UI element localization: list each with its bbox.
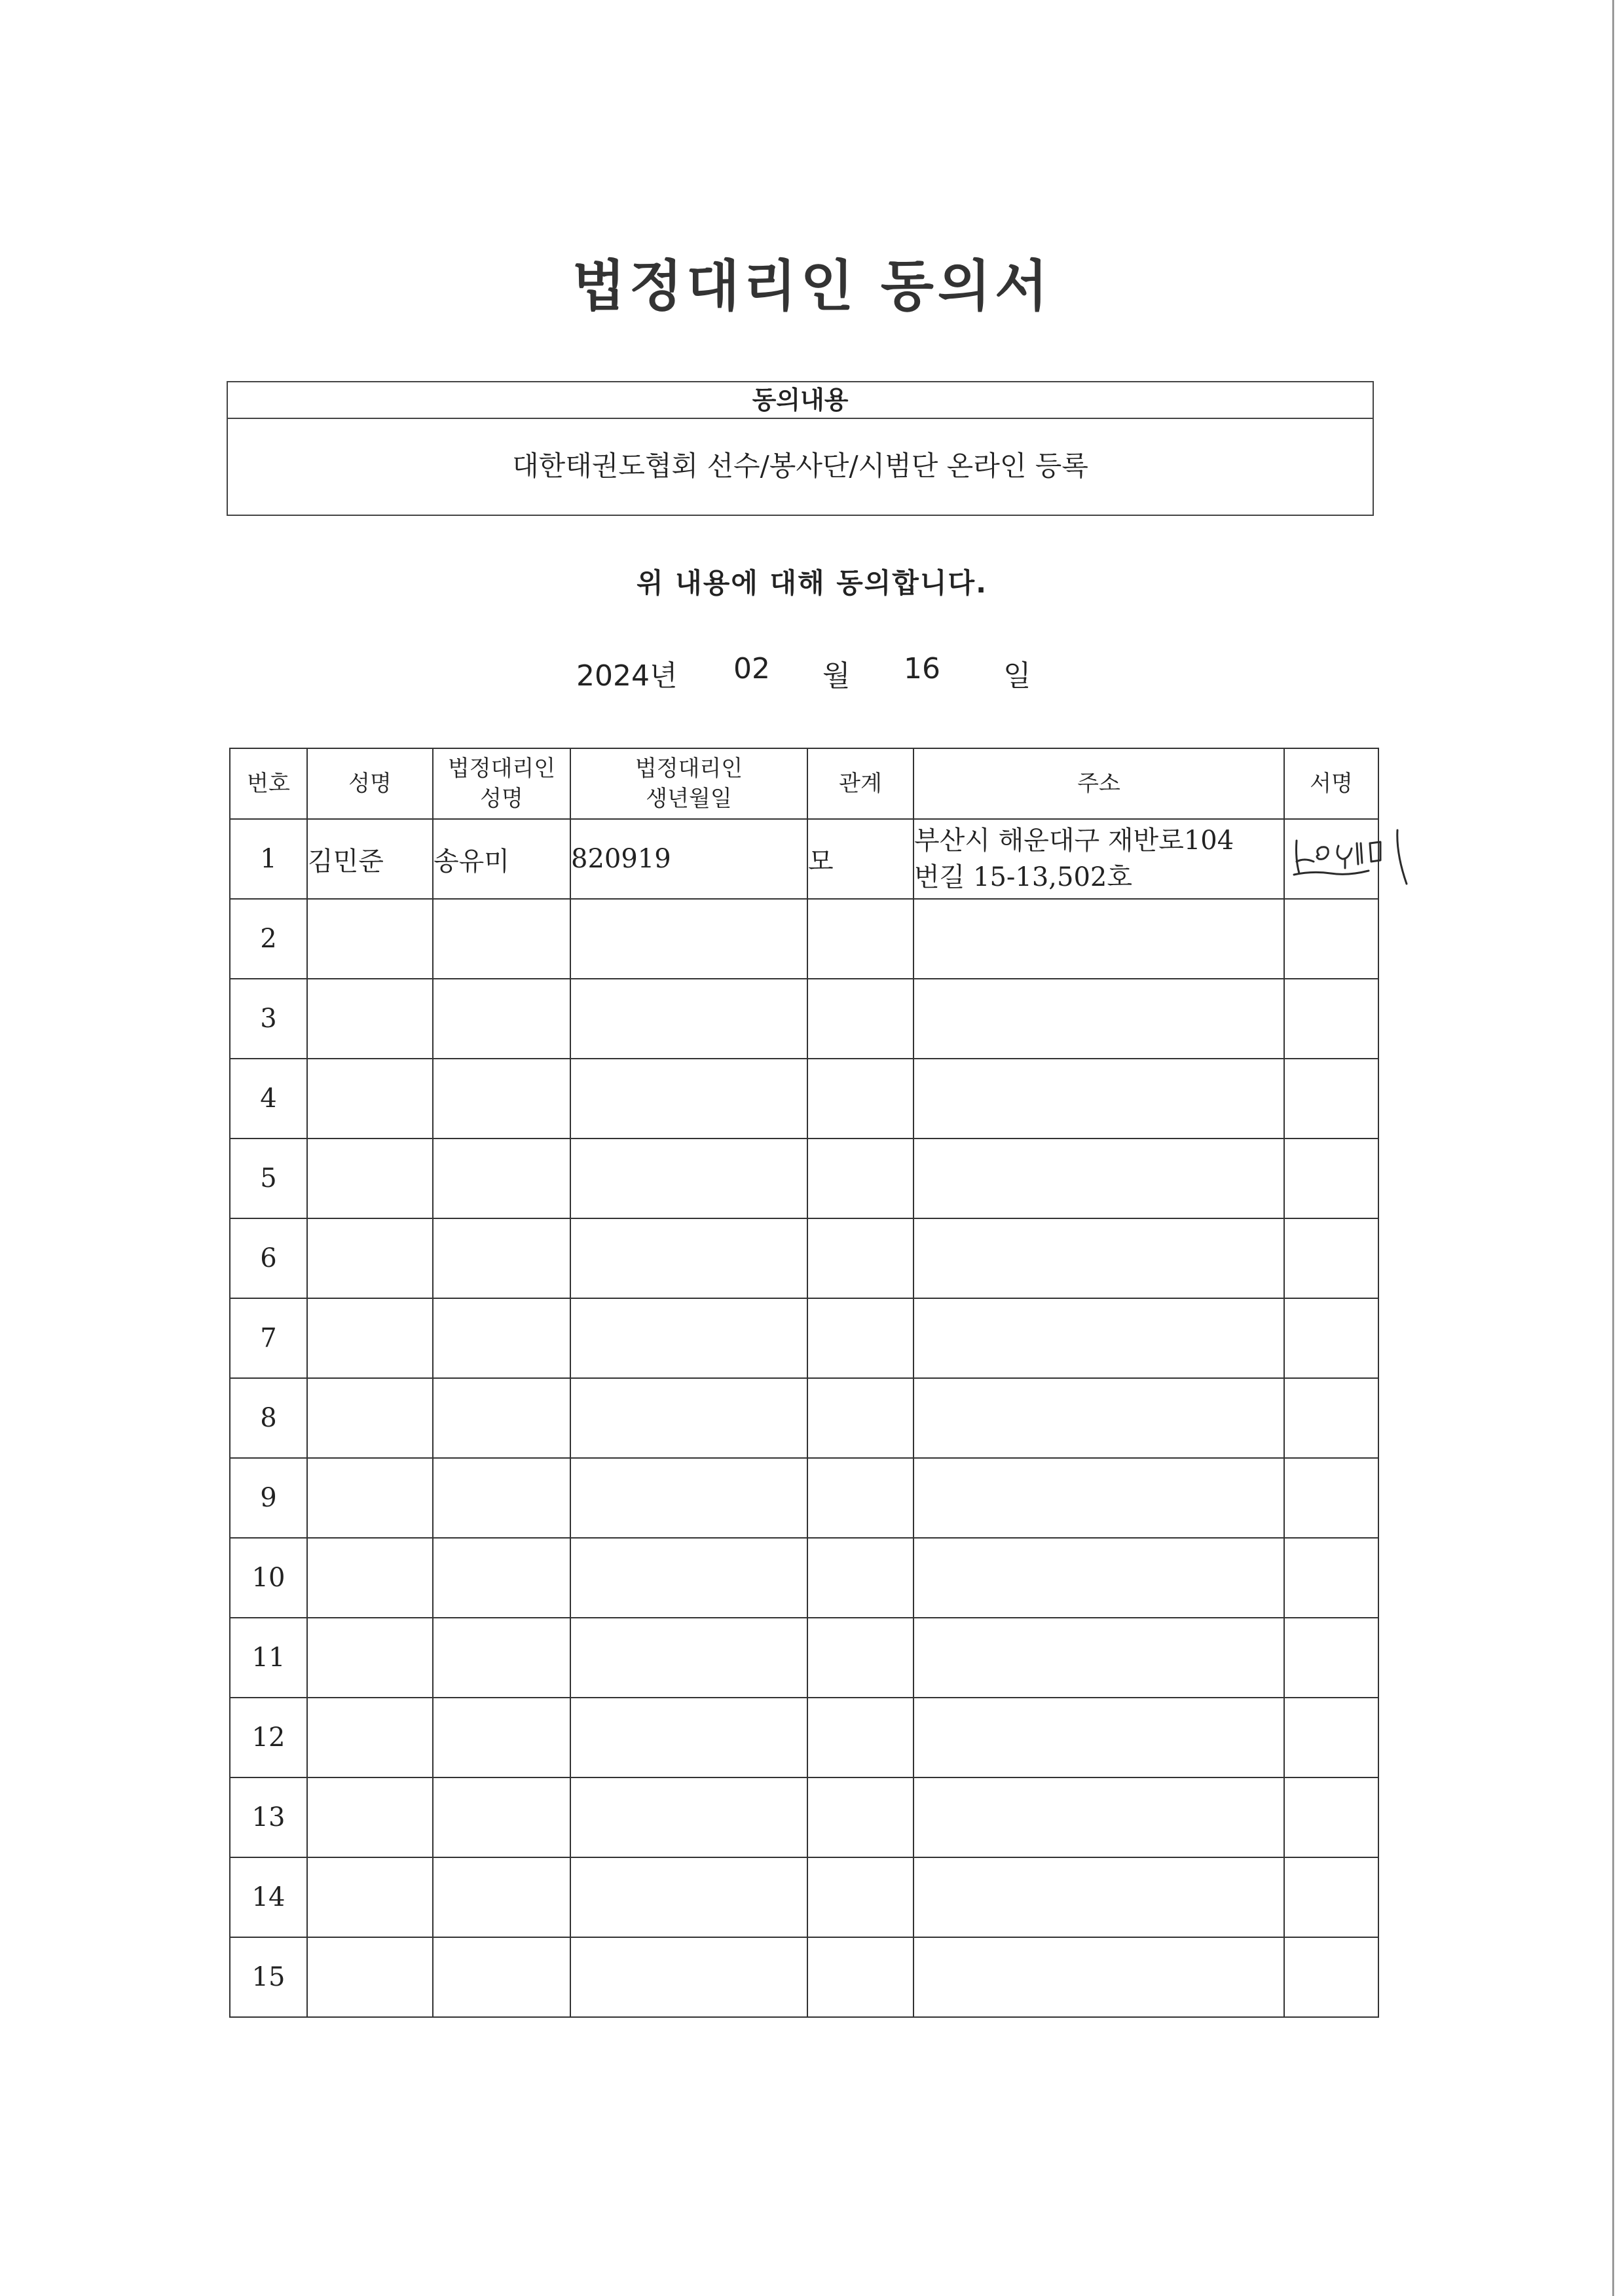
empty-cell (433, 979, 570, 1059)
document-title: 법정대리인 동의서 (572, 254, 1052, 318)
empty-cell (570, 1378, 807, 1458)
header-guardian-name (433, 748, 570, 819)
row-number: 12 (230, 1698, 307, 1777)
table-row (230, 1218, 1378, 1298)
empty-cell (570, 1857, 807, 1937)
agreement-statement: 위 내용에 대해 동의합니다. (636, 567, 988, 599)
empty-cell (307, 1139, 433, 1218)
address-line1: 부산시 해운대구 재반로104 (914, 826, 1234, 856)
empty-cell (807, 1458, 913, 1538)
table-row (230, 819, 1378, 899)
empty-cell (307, 1538, 433, 1618)
empty-cell (807, 1698, 913, 1777)
empty-cell (433, 1698, 570, 1777)
empty-cell (1284, 979, 1378, 1059)
date-month: 02 (733, 652, 770, 685)
empty-cell (1284, 1618, 1378, 1698)
empty-cell (1284, 1218, 1378, 1298)
empty-cell (807, 1218, 913, 1298)
row-number: 3 (230, 979, 307, 1059)
empty-cell (570, 1937, 807, 2017)
empty-cell (913, 899, 1284, 979)
table-row (230, 1378, 1378, 1458)
header-guardian-name-line2: 성명 (480, 786, 523, 812)
empty-cell (1284, 1378, 1378, 1458)
row-number: 11 (230, 1618, 307, 1698)
empty-cell (433, 1538, 570, 1618)
empty-cell (307, 1857, 433, 1937)
empty-cell (1284, 1698, 1378, 1777)
row-number: 9 (230, 1458, 307, 1538)
empty-cell (307, 1059, 433, 1139)
empty-cell (570, 979, 807, 1059)
date-day: 16 (904, 652, 940, 685)
empty-cell (913, 1857, 1284, 1937)
empty-cell (913, 1458, 1284, 1538)
table-row (230, 1059, 1378, 1139)
empty-cell (307, 1618, 433, 1698)
guardian-table (229, 748, 1379, 2018)
table-row (230, 1298, 1378, 1378)
row-number: 1 (230, 819, 307, 899)
signature-cell (1284, 819, 1378, 899)
row-number: 15 (230, 1937, 307, 2017)
table-row (230, 1139, 1378, 1218)
empty-cell (1284, 1458, 1378, 1538)
empty-cell (913, 1618, 1284, 1698)
consent-header: 동의내용 (228, 382, 1373, 419)
empty-cell (807, 979, 913, 1059)
header-guardian-name-line1: 법정대리인 (447, 756, 556, 782)
empty-cell (307, 1698, 433, 1777)
page-edge-line (1612, 0, 1614, 2296)
empty-cell (807, 1059, 913, 1139)
empty-cell (913, 1378, 1284, 1458)
empty-cell (307, 1937, 433, 2017)
table-row (230, 1777, 1378, 1857)
table-row (230, 1698, 1378, 1777)
table-row (230, 1857, 1378, 1937)
guardian-birthdate: 820919 (570, 819, 807, 899)
empty-cell (913, 979, 1284, 1059)
row-number: 5 (230, 1139, 307, 1218)
row-number: 8 (230, 1378, 307, 1458)
row-number: 2 (230, 899, 307, 979)
header-no: 번호 (230, 748, 307, 819)
empty-cell (1284, 1857, 1378, 1937)
table-header-row (230, 748, 1378, 819)
empty-cell (807, 1857, 913, 1937)
date-year: 2024년 (576, 659, 678, 693)
empty-cell (433, 1139, 570, 1218)
empty-cell (570, 1218, 807, 1298)
empty-cell (307, 979, 433, 1059)
empty-cell (913, 1059, 1284, 1139)
empty-cell (913, 1218, 1284, 1298)
header-address: 주소 (913, 748, 1284, 819)
empty-cell (913, 1777, 1284, 1857)
empty-cell (307, 1378, 433, 1458)
empty-cell (433, 1937, 570, 2017)
empty-cell (570, 1618, 807, 1698)
empty-cell (570, 1298, 807, 1378)
empty-cell (307, 1777, 433, 1857)
header-guardian-birth-line1: 법정대리인 (635, 756, 743, 782)
empty-cell (1284, 1139, 1378, 1218)
empty-cell (570, 1538, 807, 1618)
empty-cell (570, 1059, 807, 1139)
empty-cell (433, 1298, 570, 1378)
consent-box (227, 381, 1374, 516)
empty-cell (807, 1139, 913, 1218)
empty-cell (913, 1139, 1284, 1218)
table-row (230, 979, 1378, 1059)
empty-cell (307, 899, 433, 979)
empty-cell (807, 899, 913, 979)
empty-cell (433, 1618, 570, 1698)
guardian-name: 송유미 (433, 819, 570, 899)
empty-cell (570, 1139, 807, 1218)
student-name: 김민준 (307, 819, 433, 899)
header-guardian-birth (570, 748, 807, 819)
empty-cell (570, 1698, 807, 1777)
empty-cell (570, 899, 807, 979)
empty-cell (1284, 1059, 1378, 1139)
row-number: 6 (230, 1218, 307, 1298)
empty-cell (1284, 1937, 1378, 2017)
empty-cell (807, 1378, 913, 1458)
table-row (230, 1618, 1378, 1698)
empty-cell (913, 1538, 1284, 1618)
empty-cell (433, 1218, 570, 1298)
address-line2: 번길 15-13,502호 (914, 862, 1133, 892)
row-number: 7 (230, 1298, 307, 1378)
empty-cell (807, 1538, 913, 1618)
header-name: 성명 (307, 748, 433, 819)
empty-cell (913, 1698, 1284, 1777)
empty-cell (807, 1937, 913, 2017)
empty-cell (307, 1298, 433, 1378)
address (913, 819, 1284, 899)
row-number: 13 (230, 1777, 307, 1857)
row-number: 14 (230, 1857, 307, 1937)
header-relation: 관계 (807, 748, 913, 819)
date-month-unit: 월 (822, 659, 851, 693)
handwritten-signature (1285, 821, 1429, 897)
empty-cell (433, 1378, 570, 1458)
header-signature: 서명 (1284, 748, 1378, 819)
empty-cell (433, 899, 570, 979)
header-guardian-birth-line2: 생년월일 (646, 786, 732, 812)
table-row (230, 899, 1378, 979)
empty-cell (1284, 1538, 1378, 1618)
empty-cell (570, 1777, 807, 1857)
empty-cell (433, 1458, 570, 1538)
empty-cell (807, 1298, 913, 1378)
empty-cell (307, 1458, 433, 1538)
relation: 모 (807, 819, 913, 899)
consent-content: 대한태권도협회 선수/봉사단/시범단 온라인 등록 (512, 450, 1088, 482)
empty-cell (433, 1777, 570, 1857)
empty-cell (913, 1298, 1284, 1378)
row-number: 10 (230, 1538, 307, 1618)
table-row (230, 1538, 1378, 1618)
row-number: 4 (230, 1059, 307, 1139)
empty-cell (307, 1218, 433, 1298)
date-day-unit: 일 (1003, 659, 1031, 693)
empty-cell (1284, 1777, 1378, 1857)
empty-cell (807, 1777, 913, 1857)
empty-cell (570, 1458, 807, 1538)
empty-cell (1284, 899, 1378, 979)
empty-cell (433, 1857, 570, 1937)
empty-cell (1284, 1298, 1378, 1378)
empty-cell (807, 1618, 913, 1698)
empty-cell (433, 1059, 570, 1139)
table-row (230, 1458, 1378, 1538)
empty-cell (913, 1937, 1284, 2017)
table-row (230, 1937, 1378, 2017)
